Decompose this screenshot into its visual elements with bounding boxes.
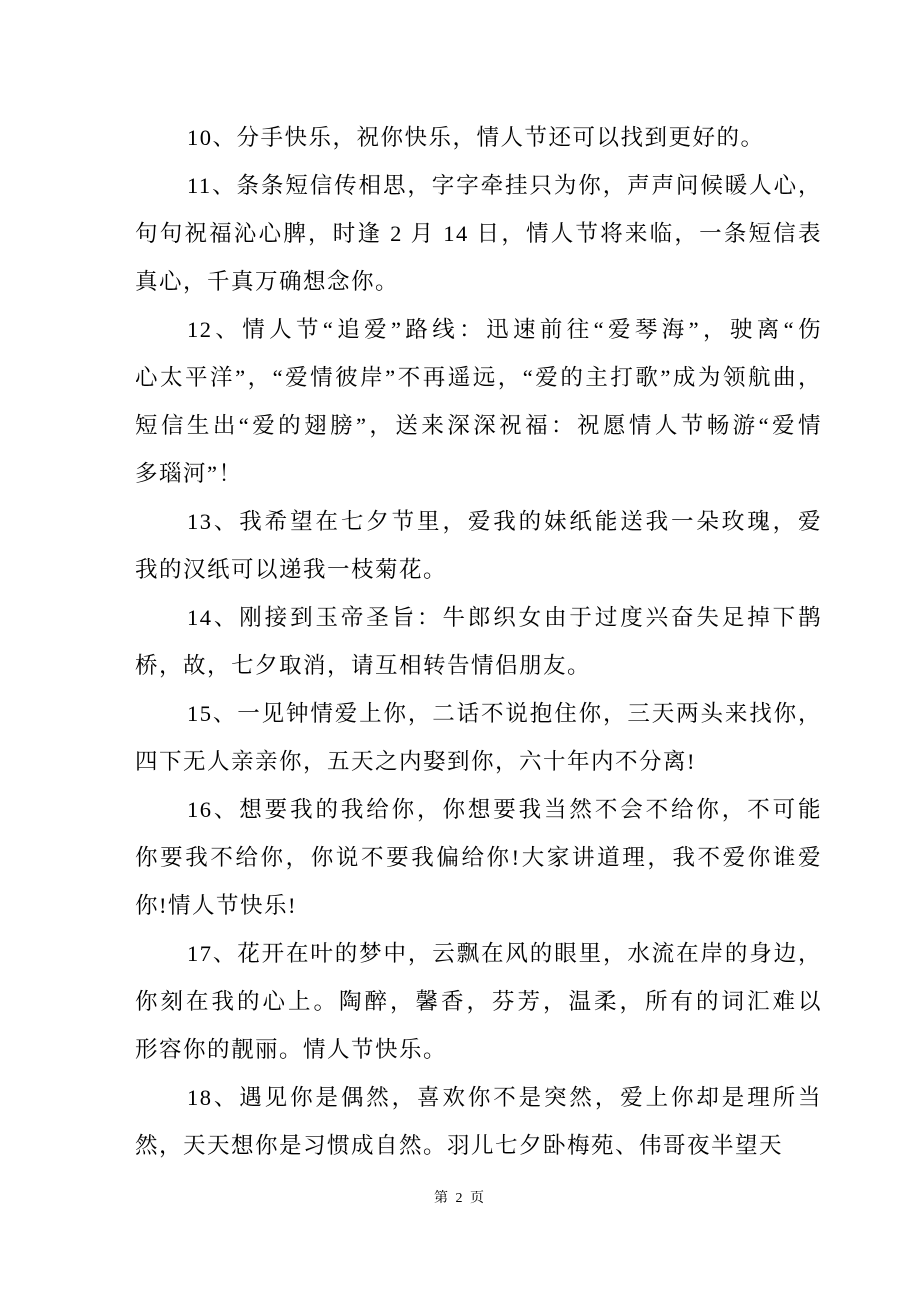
- paragraph-12: [135, 306, 822, 498]
- paragraph-line: 四下无人亲亲你，五天之内娶到你，六十年内不分离!: [135, 749, 696, 774]
- paragraph-line: 形容你的靓丽。情人节快乐。: [135, 1037, 448, 1062]
- document-body: [135, 114, 822, 1170]
- paragraph-15: [135, 690, 822, 786]
- paragraph-line: 你要我不给你，你说不要我偏给你!大家讲道理，我不爱你谁爱: [135, 845, 822, 870]
- paragraph-17: [135, 930, 822, 1074]
- paragraph-line: 17、花开在叶的梦中，云飘在风的眼里，水流在岸的身边，: [187, 941, 822, 966]
- paragraph-line: 你!情人节快乐!: [135, 893, 297, 918]
- paragraph-line: 13、我希望在七夕节里，爱我的妹纸能送我一朵玫瑰，爱: [187, 509, 822, 534]
- page-number-label: 第 2 页: [434, 1191, 486, 1206]
- paragraph-13: [135, 498, 822, 594]
- paragraph-line: 真心，千真万确想念你。: [135, 269, 400, 294]
- paragraph-line: 然，天天想你是习惯成自然。羽儿七夕卧梅苑、伟哥夜半望天: [135, 1133, 784, 1158]
- paragraph-line: 14、刚接到玉帝圣旨：牛郎织女由于过度兴奋失足掉下鹊: [187, 605, 822, 630]
- paragraph-line: 16、想要我的我给你，你想要我当然不会不给你，不可能: [187, 797, 822, 822]
- paragraph-10: [135, 114, 822, 162]
- paragraph-18: [135, 1074, 822, 1170]
- paragraph-line: 心太平洋”，“爱情彼岸”不再遥远，“爱的主打歌”成为领航曲，: [135, 365, 822, 390]
- paragraph-line: 短信生出“爱的翅膀”，送来深深祝福：祝愿情人节畅游“爱情: [135, 413, 822, 438]
- paragraph-line: 15、一见钟情爱上你，二话不说抱住你，三天两头来找你，: [187, 701, 822, 726]
- page-number-footer: [0, 1189, 920, 1209]
- paragraph-line: 句句祝福沁心脾，时逢 2 月 14 日，情人节将来临，一条短信表: [135, 221, 822, 246]
- paragraph-line: 11、条条短信传相思，字字牵挂只为你，声声问候暖人心，: [187, 173, 822, 198]
- paragraph-16: [135, 786, 822, 930]
- paragraph-line: 12、情人节“追爱”路线：迅速前往“爱琴海”，驶离“伤: [187, 317, 822, 342]
- paragraph-11: [135, 162, 822, 306]
- paragraph-line: 你刻在我的心上。陶醉，馨香，芬芳，温柔，所有的词汇难以: [135, 989, 822, 1014]
- paragraph-line: 10、分手快乐，祝你快乐，情人节还可以找到更好的。: [187, 125, 765, 150]
- paragraph-14: [135, 594, 822, 690]
- paragraph-line: 18、遇见你是偶然，喜欢你不是突然，爱上你却是理所当: [187, 1085, 822, 1110]
- paragraph-line: 多瑙河”！: [135, 461, 243, 486]
- paragraph-line: 桥，故，七夕取消，请互相转告情侣朋友。: [135, 653, 592, 678]
- paragraph-line: 我的汉纸可以递我一枝菊花。: [135, 557, 448, 582]
